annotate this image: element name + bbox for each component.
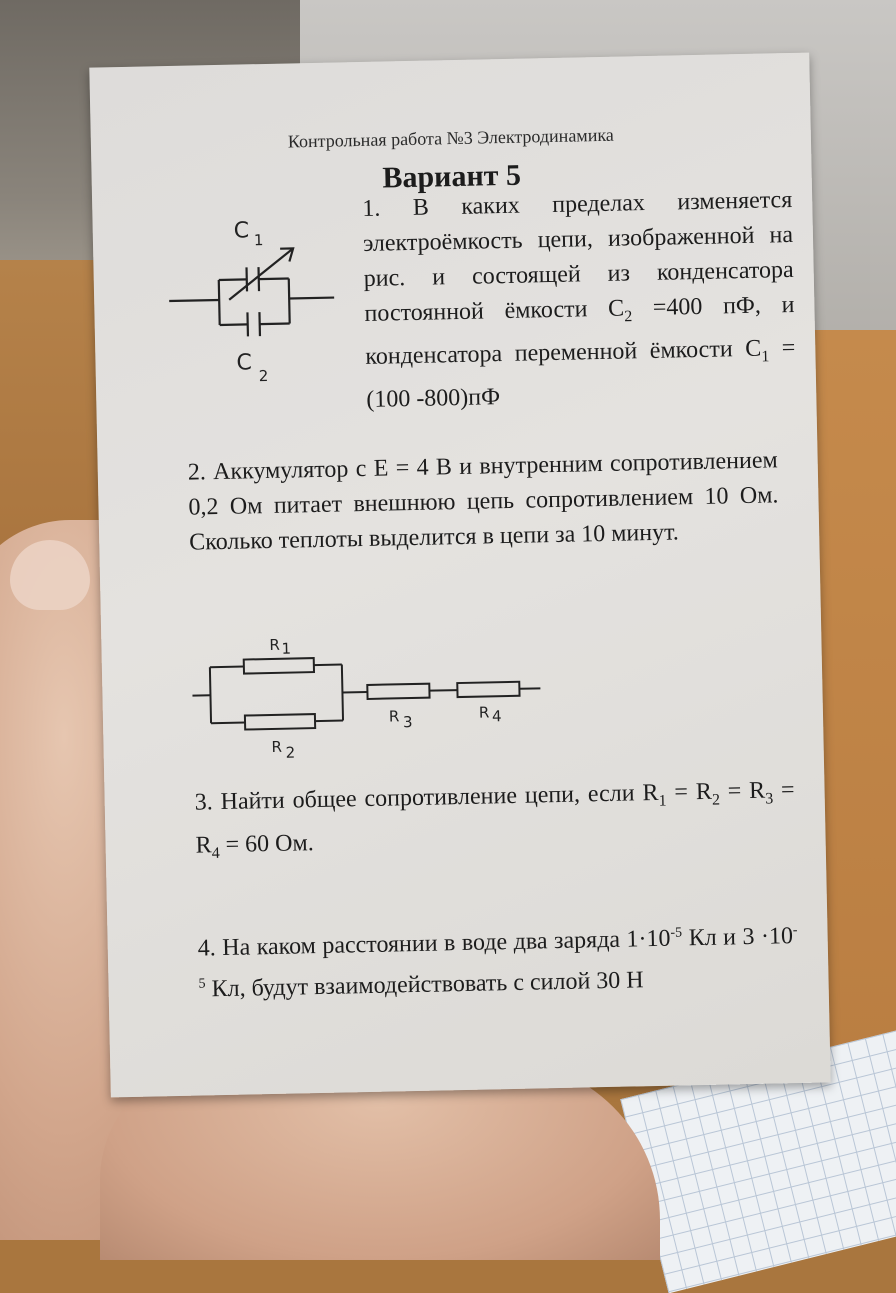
- task-4-exp1: -5: [670, 925, 682, 940]
- task-3-r1-index: 1: [659, 793, 667, 810]
- task-1-c2-index: 2: [624, 308, 632, 325]
- task-1-c2-value: =400 пФ, и конденсатора переменной ёмкости: [365, 292, 795, 370]
- exam-sheet: [89, 53, 830, 1098]
- task-4-prefix: 4. На каком расстоянии в воде два заряда 1·10: [197, 926, 670, 962]
- r4-label-index: 4: [492, 707, 502, 725]
- task-3-eq1: =: [666, 779, 696, 806]
- c1-label: C: [233, 218, 249, 243]
- r1-label-index: 1: [281, 640, 291, 658]
- c1-label-index: 1: [254, 231, 264, 249]
- r3-label-index: 3: [403, 713, 413, 731]
- capacitor-circuit-diagram: [167, 207, 351, 391]
- task-3-prefix: 3. Найти общее сопротивление цепи, если: [194, 780, 642, 815]
- task-2-text: 2. Аккумулятор с E = 4 В и внутренним сопротивлением 0,2 Ом питает внешнюю цепь сопротивлением 10 Ом. Сколько теплоты выделится в цепи за 10 минут.: [188, 447, 779, 555]
- task-1: [362, 183, 797, 418]
- task-3-r3: R: [749, 778, 766, 804]
- r4-label: R: [479, 703, 490, 721]
- thumbnail-highlight: [10, 540, 90, 610]
- r3-label: R: [389, 707, 400, 725]
- task-1-c1: C: [745, 335, 762, 361]
- task-1-c1-index: 1: [761, 348, 769, 365]
- task-3-r4: R: [195, 832, 212, 858]
- task-3-eq4: =: [219, 831, 245, 858]
- variant-title: Вариант 5: [91, 153, 812, 202]
- task-4-exp2: -5: [198, 923, 797, 992]
- task-1-text: 1. В каких пределах изменяется электроёмкость цепи, изображенной на рис. и состоящей из конденсатора постоянной ёмкости: [362, 187, 794, 327]
- task-3-eq3: =: [773, 777, 795, 803]
- c2-label-index: 2: [259, 367, 269, 385]
- c2-label: C: [236, 350, 252, 375]
- sheet-header: Контрольная работа №3 Электродинамика: [91, 121, 811, 157]
- r2-label-index: 2: [285, 743, 295, 761]
- task-3: [194, 773, 796, 871]
- task-3-r2-index: 2: [712, 791, 720, 808]
- task-3-r1: R: [642, 780, 659, 806]
- task-3-eq2: =: [720, 778, 750, 805]
- resistor-circuit-diagram: [191, 628, 554, 766]
- task-1-c2: C: [608, 296, 625, 322]
- task-1-c1-value: = (100 -800)пФ: [366, 335, 796, 413]
- task-4-mid: Кл и 3 ·10: [682, 923, 793, 951]
- r1-label: R: [269, 636, 280, 654]
- task-3-value: 60 Ом.: [245, 830, 314, 857]
- task-3-r4-index: 4: [212, 845, 220, 862]
- task-4-suffix: Кл, будут взаимодействовать с силой 30 Н: [205, 967, 644, 1002]
- task-3-r3-index: 3: [765, 790, 773, 807]
- task-4: [197, 913, 799, 1008]
- r2-label: R: [271, 738, 282, 756]
- task-2: [187, 443, 779, 560]
- task-3-r2: R: [696, 779, 713, 805]
